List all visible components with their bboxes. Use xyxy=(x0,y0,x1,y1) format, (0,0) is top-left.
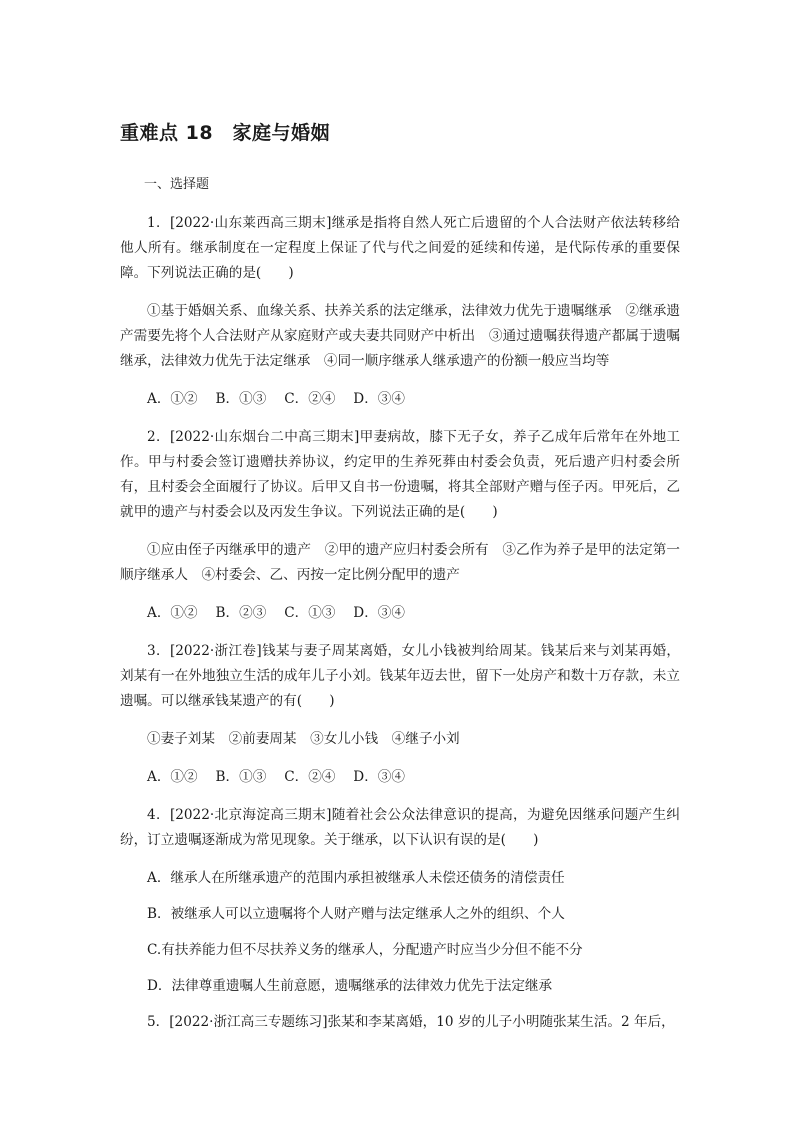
question-3 xyxy=(120,639,680,790)
question-2-statements: ①应由侄子丙继承甲的遗产 ②甲的遗产应归村委会所有 ③乙作为养子是甲的法定第一顺序继承人 ④村委会、乙、丙按一定比例分配甲的遗产 xyxy=(120,542,680,583)
question-4-option-d: D．法律尊重遗嘱人生前意愿，遗嘱继承的法律效力优先于法定继承 xyxy=(147,978,553,994)
question-4 xyxy=(120,803,680,999)
page-title: 重难点 18 家庭与婚姻 xyxy=(120,122,331,144)
question-5 xyxy=(120,1010,680,1035)
question-3-statements: ①妻子刘某 ②前妻周某 ③女儿小钱 ④继子小刘 xyxy=(147,731,460,747)
question-1-options: A．①② B．①③ C．②④ D．③④ xyxy=(147,391,405,407)
document-page xyxy=(120,118,680,1048)
question-1-stem: 1．[2022·山东莱西高三期末]继承是指将自然人死亡后遗留的个人合法财产依法转移给他人所有。继承制度在一定程度上保证了代与代之间爱的延续和传递，是代际传承的重要保障。下列说法正确的是( ) xyxy=(120,215,680,281)
question-2 xyxy=(120,425,680,626)
question-1-statements: ①基于婚姻关系、血缘关系、扶养关系的法定继承，法律效力优先于遗嘱继承 ②继承遗产需要先将个人合法财产从家庭财产或夫妻共同财产中析出 ③通过遗嘱获得遗产都属于遗嘱继承，法律效力优先于法定继承 ④同一顺序继承人继承遗产的份额一般应当均等 xyxy=(120,303,680,369)
section-heading: 一、选择题 xyxy=(144,177,210,192)
question-4-option-b: B．被继承人可以立遗嘱将个人财产赠与法定继承人之外的组织、个人 xyxy=(147,906,565,922)
question-2-options: A．①② B．②③ C．①③ D．③④ xyxy=(147,605,405,621)
question-2-stem: 2．[2022·山东烟台二中高三期末]甲妻病故，膝下无子女，养子乙成年后常年在外地工作。甲与村委会签订遗赠扶养协议，约定甲的生养死葬由村委会负责，死后遗产归村委会所有，且村委会全面履行了协议。后甲又自书一份遗嘱，将其全部财产赠与侄子丙。甲死后，乙就甲的遗产与村委会以及丙发生争议。下列说法正确的是( ) xyxy=(120,429,680,520)
question-4-option-c: C.有扶养能力但不尽扶养义务的继承人，分配遗产时应当少分但不能不分 xyxy=(147,942,583,958)
question-4-stem: 4．[2022·北京海淀高三期末]随着社会公众法律意识的提高，为避免因继承问题产生纠纷，订立遗嘱逐渐成为常见现象。关于继承，以下认识有误的是( ) xyxy=(120,807,680,848)
question-1 xyxy=(120,211,680,412)
question-3-stem: 3．[2022·浙江卷]钱某与妻子周某离婚，女儿小钱被判给周某。钱某后来与刘某再婚，刘某有一在外地独立生活的成年儿子小刘。钱某年迈去世，留下一处房产和数十万存款，未立遗嘱。可以继承钱某遗产的有( ) xyxy=(120,643,680,709)
question-3-options: A．①② B．①③ C．②④ D．③④ xyxy=(147,769,405,785)
question-4-option-a: A．继承人在所继承遗产的范围内承担被继承人未偿还债务的清偿责任 xyxy=(147,870,565,886)
question-5-stem: 5．[2022·浙江高三专题练习]张某和李某离婚，10 岁的儿子小明随张某生活。2 年后， xyxy=(147,1014,675,1030)
